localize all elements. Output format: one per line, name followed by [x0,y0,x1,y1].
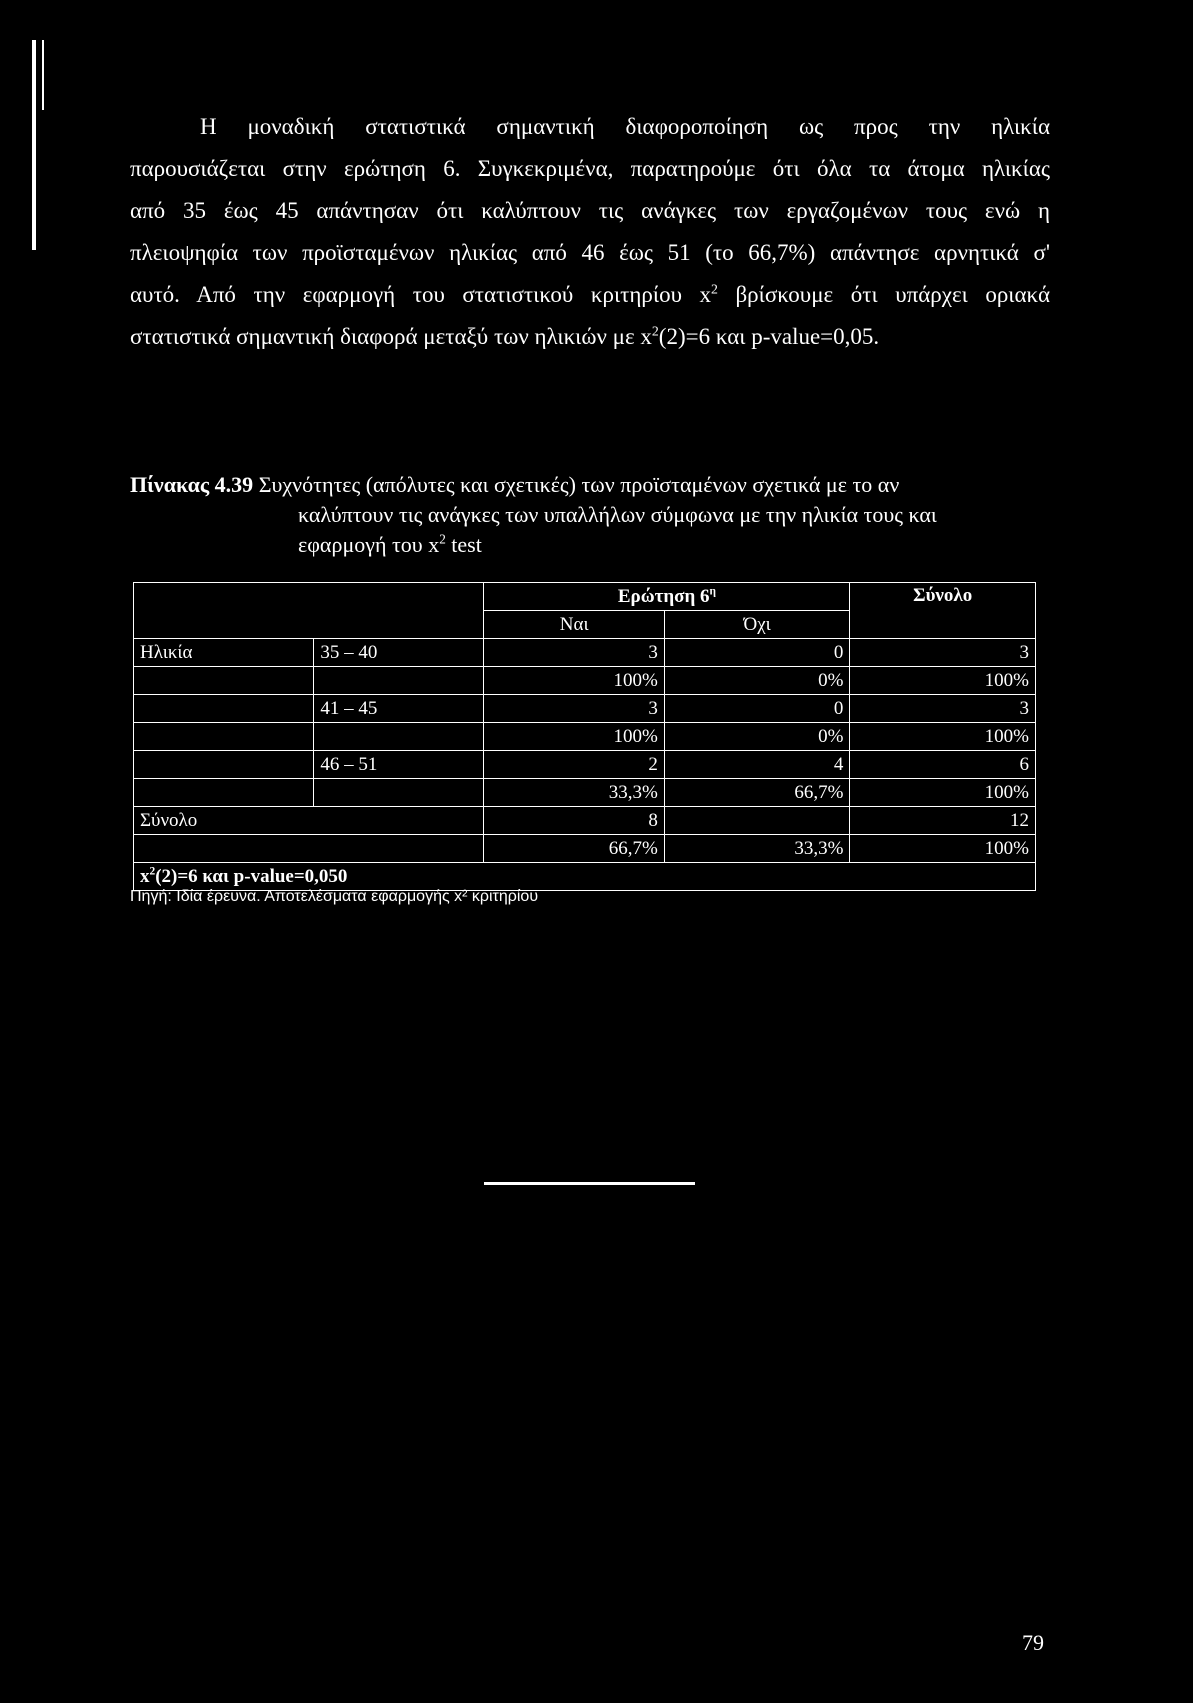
cell-no: 0% [664,667,850,695]
cell-total: 100% [850,667,1036,695]
body-paragraph [130,106,1050,358]
paragraph-line [130,316,1050,358]
cell-range [314,723,484,751]
page-number: 79 [1022,1630,1044,1655]
cell-total: 12 [850,807,1036,835]
header-empty-cell [134,583,484,639]
margin-bar [32,40,36,250]
cell-yes: 3 [484,695,664,723]
cell-yes: 33,3% [484,779,664,807]
cell-yes: 100% [484,667,664,695]
header-question [484,583,850,611]
caption-text: Συχνότητες (απόλυτες και σχετικές) των προϊσταμένων σχετικά με το αν [253,472,900,497]
paragraph-text: αυτό. Από την εφαρμογή του στατιστικού κριτηρίου x [130,282,711,307]
paragraph-line: παρουσιάζεται στην ερώτηση 6. Συγκεκριμένα, παρατηρούμε ότι όλα τα άτομα ηλικίας [130,156,1050,181]
cell-no: 66,7% [664,779,850,807]
caption-text: test [445,532,482,557]
table-row [134,751,1036,779]
table-row-total-percent [134,835,1036,863]
superscript: 2 [439,531,446,547]
table-row-total [134,807,1036,835]
cell-no: 0% [664,723,850,751]
cell-group: Ηλικία [134,639,314,667]
header-total: Σύνολο [850,583,1036,639]
superscript: η [709,585,716,598]
table-caption [130,470,1050,560]
cell-no: 0 [664,695,850,723]
header-question-text: Ερώτηση 6 [617,586,710,607]
cell-group [134,667,314,695]
cell-range: 41 – 45 [314,695,484,723]
cell-group [134,835,484,863]
footnote-separator [484,1182,695,1185]
caption-line: καλύπτουν τις ανάγκες των υπαλλήλων σύμφωνα με την ηλικία τους και [298,502,937,527]
cell-yes: 2 [484,751,664,779]
paragraph-line: Η μοναδική στατιστικά σημαντική διαφοροποίηση ως προς την ηλικία [200,114,1050,139]
cell-total: 3 [850,695,1036,723]
caption-line [130,470,1050,500]
caption-text: εφαρμογή του x [298,532,440,557]
cell-total: 100% [850,835,1036,863]
table-header-row [134,583,1036,611]
table-row [134,695,1036,723]
cell-group: Σύνολο [134,807,484,835]
cell-range: 46 – 51 [314,751,484,779]
cell-yes: 66,7% [484,835,664,863]
cell-total: 100% [850,779,1036,807]
cell-yes: 3 [484,639,664,667]
cell-total: 6 [850,751,1036,779]
table-row [134,779,1036,807]
cell-range: 35 – 40 [314,639,484,667]
table-row [134,667,1036,695]
caption-line [130,530,1050,560]
cell-no: 0 [664,639,850,667]
cell-group [134,723,314,751]
caption-label: Πίνακας 4.39 [130,472,254,497]
cell-range [314,667,484,695]
table-footer-row [134,863,1036,891]
cell-no: 33,3% [664,835,850,863]
superscript: 2 [711,281,718,297]
margin-bar-secondary [42,40,44,110]
cell-group [134,751,314,779]
cell-range [314,779,484,807]
cell-total: 3 [850,639,1036,667]
cell-no: 4 [664,751,850,779]
superscript: 2 [651,323,659,339]
table-source-note: Πηγή: Ιδία έρευνα. Αποτελέσματα εφαρμογής x² κριτηρίου [130,888,539,905]
chi-square-result [134,863,1036,891]
cell-group [134,779,314,807]
header-yes: Ναι [484,611,664,639]
paragraph-line: από 35 έως 45 απάντησαν ότι καλύπτουν τις ανάγκες των εργαζομένων τους ενώ η [130,198,1050,223]
cell-group [134,695,314,723]
header-no: Όχι [664,611,850,639]
table-row [134,639,1036,667]
table-row [134,723,1036,751]
footer-text: x [140,866,150,887]
paragraph-line: πλειοψηφία των προϊσταμένων ηλικίας από 46 έως 51 (το 66,7%) απάντησε αρνητικά σ' [130,240,1050,265]
paragraph-line [130,274,1050,316]
cell-yes: 100% [484,723,664,751]
paragraph-text: στατιστικά σημαντική διαφορά μεταξύ των ηλικιών με x [130,324,652,349]
paragraph-text: βρίσκουμε ότι υπάρχει οριακά [717,282,1050,307]
cell-total: 100% [850,723,1036,751]
cell-yes: 8 [484,807,664,835]
paragraph-text: (2)=6 και p-value=0,05. [658,324,880,349]
frequency-table [133,582,1036,891]
superscript: 2 [149,865,156,878]
footer-text: (2)=6 και p-value=0,050 [155,866,348,887]
cell-no [664,807,850,835]
